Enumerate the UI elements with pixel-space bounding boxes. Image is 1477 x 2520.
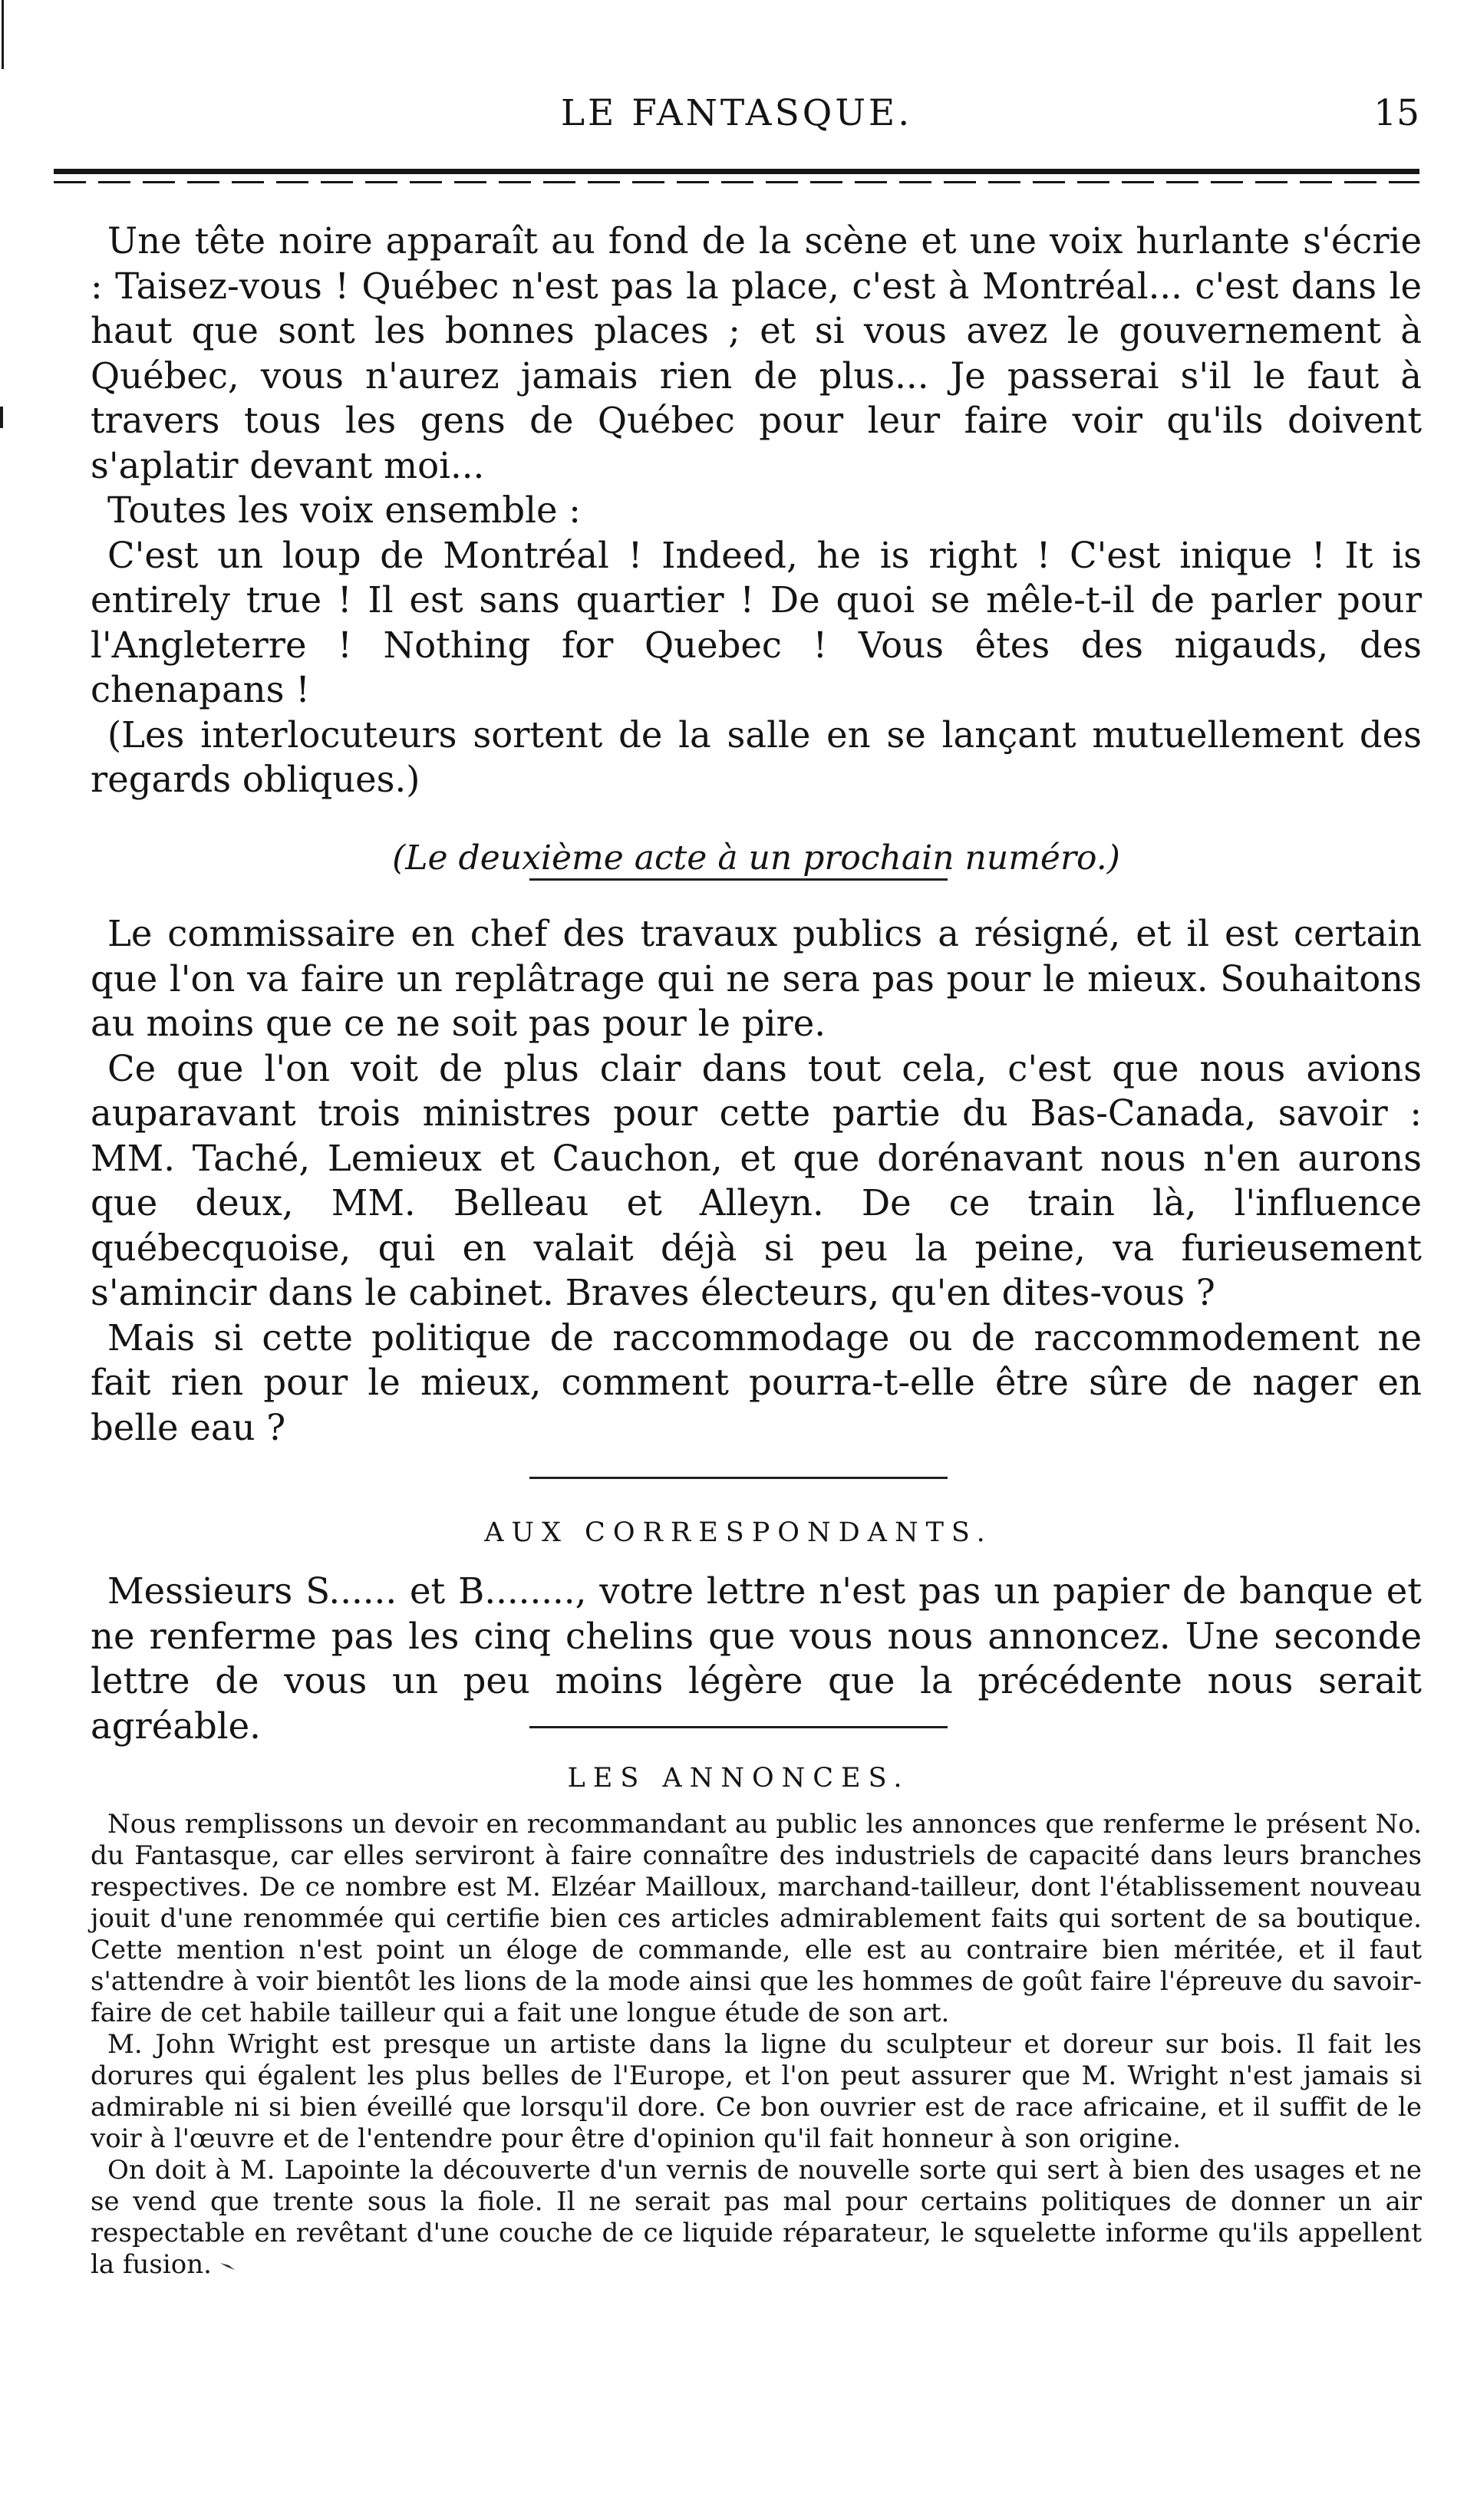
running-title: LE FANTASQUE.	[560, 92, 913, 134]
dialogue-section	[91, 219, 1422, 914]
commissaire-paragraph: Ce que l'on voit de plus clair dans tout cela, c'est que nous avions auparavant trois ministres pour cette partie du Bas-Canada, savoir : MM. Taché, Lemieux et Cauchon, et que dorénavant nous n'en aurons que deux, MM. Belleau et Alleyn. De ce train là, l'influence québecquoise, qui en valait déjà si peu la peine, va furieusement s'amincir dans le cabinet. Braves électeurs, qu'en dites-vous ?	[91, 1047, 1422, 1313]
section-divider	[529, 878, 948, 881]
annonces-paragraph-text: On doit à M. Lapointe la découverte d'un vernis de nouvelle sorte qui sert à bien des usages et ne se vend que trente sous la fiole. Il ne serait pas mal pour certains politiques de donner un air respectable en revêtant d'une couche de ce liquide réparateur, le squelette informe qu'ils appellent la fusion.	[91, 2155, 1422, 2280]
printers-ornament-icon	[219, 2261, 236, 2271]
section-divider	[529, 1477, 948, 1479]
binding-edge-line	[2, 0, 4, 69]
stage-direction: (Les interlocuteurs sortent de la salle en se lançant mutuellement des regards obliques.)	[91, 713, 1422, 800]
correspondants-paragraph: Messieurs S...... et B........, votre lettre n'est pas un papier de banque et ne renferme pas les cinq chelins que vous nous annoncez. Une seconde lettre de vous un peu moins légère que la précédente nous serait agréable.	[91, 1570, 1422, 1747]
commissaire-paragraph: Mais si cette politique de raccommodage ou de raccommodement ne fait rien pour le mieux, comment pourra-t-elle être sûre de nager en belle eau ?	[91, 1316, 1422, 1448]
page-number: 15	[1373, 92, 1419, 134]
correspondants-heading: AUX CORRESPONDANTS.	[484, 1517, 993, 1548]
commissaire-paragraph: Le commissaire en chef des travaux publics a résigné, et il est certain que l'on va faire un replâtrage qui ne sera pas pour le mieux. Souhaitons au moins que ce ne soit pas pour le pire.	[91, 913, 1422, 1044]
section-divider	[529, 1726, 948, 1728]
commissaire-section	[91, 911, 1422, 1450]
annonces-paragraph: Nous remplissons un devoir en recommandant au public les annonces que renferme le présent No. du Fantasque, car elles serviront à faire connaître des industriels de capacité dans leurs branches respectives. De ce nombre est M. Elzéar Mailloux, marchand-tailleur, dont l'établissement nouveau jouit d'une renommée qui certifie bien ces articles admirablement faits qui sortent de sa boutique. Cette mention n'est point un éloge de commande, elle est au contraire bien méritée, et il faut s'attendre à voir bientôt les lions de la mode ainsi que les hommes de goût faire l'épreuve du savoir-faire de cet habile tailleur qui a fait une longue étude de son art.	[91, 1809, 1422, 2028]
dialogue-chorus: C'est un loup de Montréal ! Indeed, he is right ! C'est inique ! It is entirely true ! Il est sans quartier ! De quoi se mêle-t-il de parler pour l'Angleterre ! Nothing for Quebec ! Vous êtes des nigauds, des chenapans !	[91, 534, 1422, 710]
dialogue-paragraph: Une tête noire apparaît au fond de la scène et une voix hurlante s'écrie : Taisez-vous ! Québec n'est pas la place, c'est à Montréal... c'est dans le haut que sont les bonnes places ; et si vous avez le gouvernement à Québec, vous n'aurez jamais rien de plus... Je passerai s'il le faut à travers tous les gens de Québec pour leur faire voir qu'ils doivent s'aplatir devant moi...	[91, 220, 1422, 486]
header-rule-dashed	[54, 181, 1419, 183]
correspondants-section	[91, 1569, 1422, 1748]
binding-edge-mark	[0, 407, 3, 428]
annonces-paragraph: M. John Wright est presque un artiste dans la ligne du sculpteur et doreur sur bois. Il fait les dorures qui égalent les plus belles de l'Europe, et l'on peut assurer que M. Wright n'est jamais si admirable ni si bien éveillé que lorsqu'il dore. Ce bon ouvrier est de race africaine, et il suffit de le voir à l'œuvre et de l'entendre pour être d'opinion qu'il fait honneur à son origine.	[91, 2029, 1422, 2154]
annonces-heading: LES ANNONCES.	[567, 1763, 910, 1794]
to-be-continued-note: (Le deuxième acte à un prochain numéro.)	[392, 838, 1120, 878]
header-rule-thick	[54, 169, 1419, 174]
dialogue-chorus-intro: Toutes les voix ensemble :	[107, 489, 581, 531]
annonces-section	[91, 1809, 1422, 2281]
page-header	[54, 92, 1419, 146]
annonces-paragraph-final	[91, 2155, 1422, 2281]
